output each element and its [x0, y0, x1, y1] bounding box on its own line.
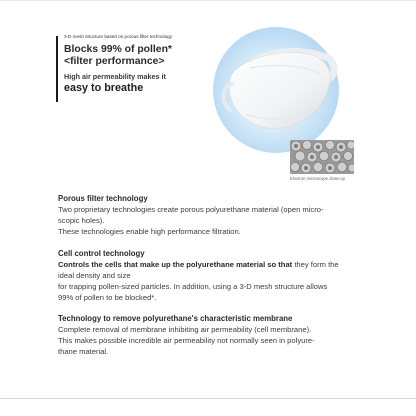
section-title-membrane: Technology to remove polyurethane's characteristic membrane	[58, 314, 293, 323]
cell-line-1-rest: they form the	[292, 260, 339, 269]
accent-bar	[56, 36, 58, 102]
porous-line-1: Two proprietary technologies create porous polyurethane material (open micro-	[58, 205, 324, 214]
section-body-porous	[58, 205, 350, 238]
section-body-cell	[58, 260, 350, 304]
headline-line-2: <filter performance>	[64, 55, 165, 67]
membrane-line-1: Complete removal of membrane inhibiting air permeability (cell membrane).	[58, 325, 312, 334]
section-body-membrane	[58, 325, 350, 358]
hero-headline	[64, 44, 172, 67]
hero-subtitle-strong: easy to breathe	[64, 82, 144, 94]
cell-line-2: ideal density and size	[58, 270, 131, 280]
section-title-cell: Cell control technology	[58, 249, 145, 258]
hero-caption: 3-D mesh structure based on porous filter technology	[64, 34, 173, 39]
cell-bold-text: Controls the cells that make up the polyurethane material so that	[58, 260, 293, 269]
bottom-divider	[0, 398, 416, 399]
cell-line-1	[58, 260, 350, 271]
closeup-caption: Electron microscope close-up	[290, 176, 345, 181]
cell-line-3: for trapping pollen-sized particles. In addition, using a 3-D mesh structure allows	[58, 281, 328, 291]
membrane-line-3: thane material.	[58, 346, 109, 356]
cell-line-4: 99% of pollen to be blocked*.	[58, 292, 157, 302]
porous-line-2: scopic holes).	[58, 215, 105, 225]
hero-section	[0, 0, 416, 185]
microscope-closeup-image	[290, 140, 354, 174]
membrane-line-2: This makes possible incredible air permeability not normally seen in polyure-	[58, 335, 315, 345]
hero-subtitle: High air permeability makes it	[64, 72, 166, 81]
mask-product-image	[210, 24, 350, 154]
porous-line-3: These technologies enable high performance filtration.	[58, 226, 241, 236]
headline-line-1: Blocks 99% of pollen*	[64, 44, 172, 55]
section-title-porous: Porous filter technology	[58, 194, 148, 203]
